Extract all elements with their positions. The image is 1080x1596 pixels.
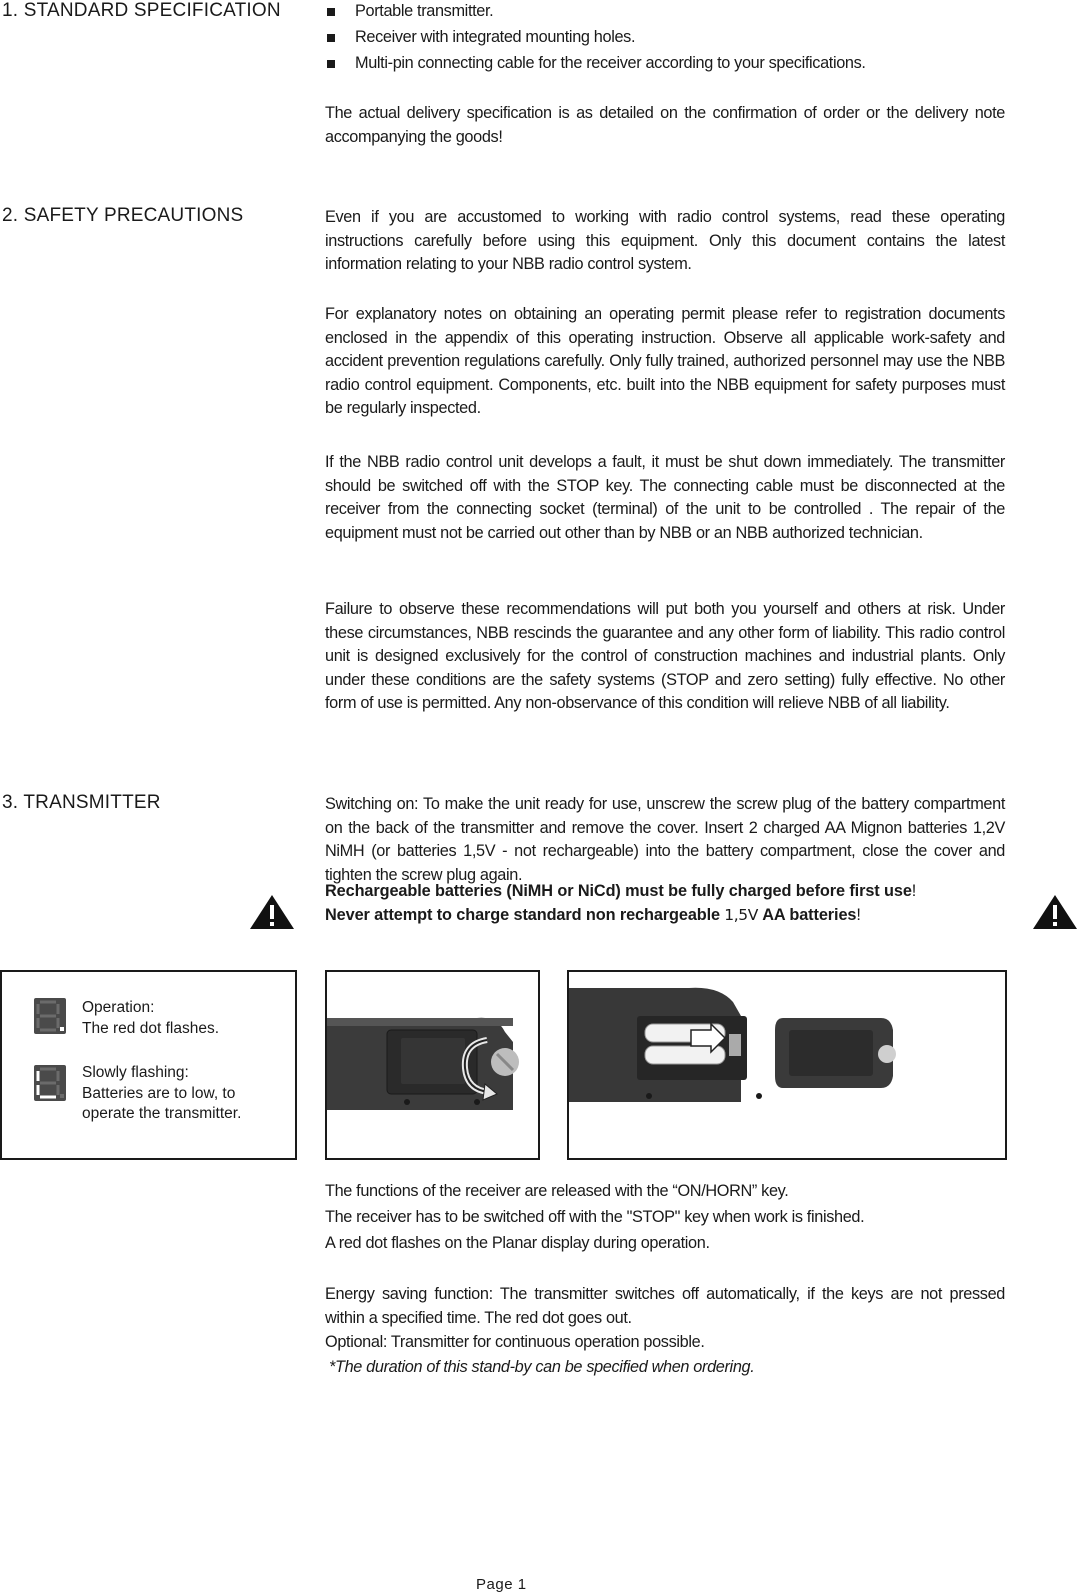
battery-warning-2: Never attempt to charge standard non rechargeable 1,5V AA batteries! (325, 906, 861, 924)
functions-paragraph: The functions of the receiver are released with the “ON/HORN” key. The receiver has to be switched off with the "STOP" key when work is finished. A red dot flashes on the Planar display during operation. (325, 1182, 865, 1252)
legend-slow-flashing: Slowly flashing: Batteries are to low, to operate the transmitter. (82, 1064, 242, 1122)
list-item: Multi-pin connecting cable for the receiver according to your specifications. (325, 52, 1005, 78)
display-low-battery-segment-icon (34, 1065, 66, 1101)
list-item: Portable transmitter. (325, 0, 1005, 26)
safety-paragraph-4: Failure to observe these recommendations will put both you yourself and others at risk. Under these circumstances, NBB rescinds the guarantee and any other form of liability. This radio control unit is designed exclusively for the control of construction machines and industrial plants. Only under these conditions are the safety systems (STOP and zero setting) fully effective. No other form of use is permitted. Any non-observance of this condition will relieve NBB of all liability. (325, 600, 1005, 712)
section-heading-transmitter: 3. TRANSMITTER (2, 792, 161, 813)
square-bullet-icon (327, 8, 335, 16)
switching-on-paragraph: Switching on: To make the unit ready for use, unscrew the screw plug of the battery compartment on the back of the transmitter and remove the cover. Insert 2 charged AA Mignon batteries 1,2V NiMH (or batteries 1,5V - not rechargeable) into the battery compartment, close the cover and tighten the screw plug again. (325, 795, 1005, 884)
display-legend-box (0, 970, 297, 1160)
battery-warning-1: Rechargeable batteries (NiMH or NiCd) must be fully charged before first use! (325, 882, 916, 900)
warning-triangle-icon (249, 894, 295, 930)
legend-operation: Operation: The red dot flashes. (82, 999, 219, 1037)
section-heading-standard-specification: 1. STANDARD SPECIFICATION (2, 0, 281, 21)
list-item: Receiver with integrated mounting holes. (325, 26, 1005, 52)
energy-saving-paragraph: Energy saving function: The transmitter switches off automatically, if the keys are not pressed within a specified time. The red dot goes out. (325, 1285, 1005, 1327)
safety-paragraph-1: Even if you are accustomed to working with radio control systems, read these operating instructions carefully before using this equipment. Only this document contains the latest information relating to your NBB radio control system. (325, 208, 1005, 273)
safety-paragraph-3: If the NBB radio control unit develops a fault, it must be shut down immediately. The transmitter should be switched off with the STOP key. The connecting cable must be disconnected at the receiver from the connecting socket (terminal) of the unit to be controlled . The repair of the equipment must not be carried out other than by NBB or an NBB authorized technician. (325, 453, 1005, 542)
safety-paragraph-2: For explanatory notes on obtaining an operating permit please refer to registration documents enclosed in the appendix of this operating instruction. Observe all applicable work-safety and accident prevention regulations carefully. Only fully trained, authorized personnel may use the NBB radio control equipment. Components, etc. built into the NBB equipment for safety purposes must be regularly inspected. (325, 305, 1005, 417)
display-dot-segment-icon (34, 998, 66, 1034)
standby-note: *The duration of this stand-by can be specified when ordering. (329, 1358, 755, 1376)
transmitter-screw-plug-photo (325, 970, 540, 1160)
section-heading-safety-precautions: 2. SAFETY PRECAUTIONS (2, 205, 244, 226)
page-number: Page 1 (476, 1576, 527, 1593)
optional-paragraph: Optional: Transmitter for continuous operation possible. (325, 1333, 705, 1351)
battery-compartment-photo (567, 970, 1007, 1160)
warning-triangle-icon (1032, 894, 1078, 930)
square-bullet-icon (327, 60, 335, 68)
specification-list (325, 0, 1005, 78)
delivery-note-paragraph: The actual delivery specification is as detailed on the confirmation of order or the delivery note accompanying the goods! (325, 104, 1005, 146)
square-bullet-icon (327, 34, 335, 42)
